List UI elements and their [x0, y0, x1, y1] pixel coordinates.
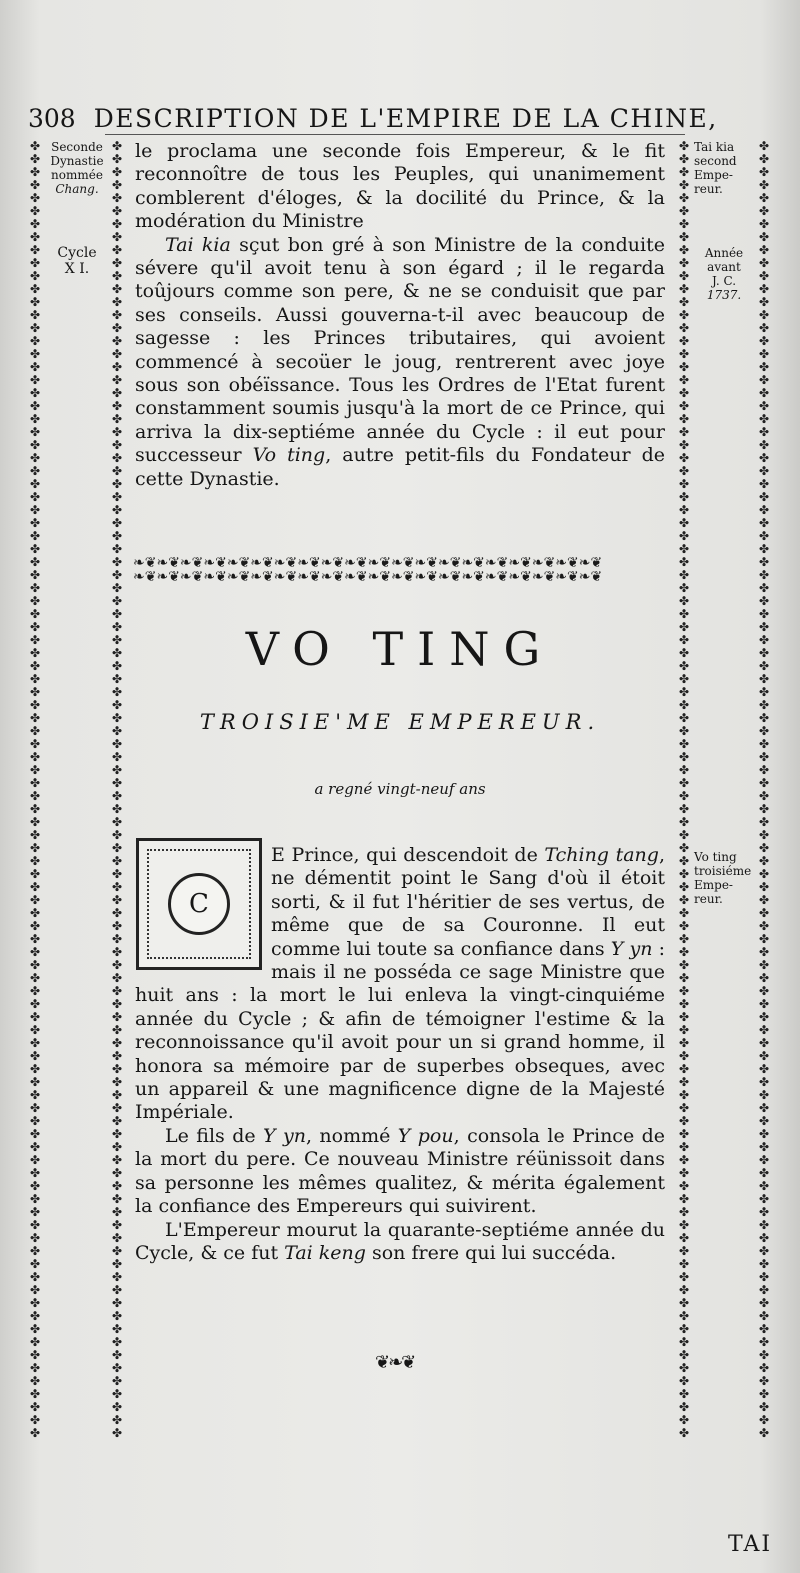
margin-text: Seconde — [51, 140, 103, 154]
margin-text: second — [694, 154, 737, 168]
ornament-column-outer-right: ✤✤✤✤✤✤✤✤✤✤✤✤✤✤✤✤✤✤✤✤✤✤✤✤✤✤✤✤✤✤✤✤✤✤✤✤✤✤✤✤✤✤✤✤✤✤✤✤✤✤✤✤✤✤✤✤✤✤✤✤✤✤✤✤✤✤✤✤✤✤✤✤✤✤✤✤✤✤✤✤✤✤✤✤✤✤✤✤✤✤✤✤✤✤✤✤✤✤✤✤ — [758, 140, 770, 1440]
margin-text: reur. — [694, 182, 723, 196]
header-rule — [105, 134, 685, 135]
ornament-column-left: ✤✤✤✤✤✤✤✤✤✤✤✤✤✤✤✤✤✤✤✤✤✤✤✤✤✤✤✤✤✤✤✤✤✤✤✤✤✤✤✤✤✤✤✤✤✤✤✤✤✤✤✤✤✤✤✤✤✤✤✤✤✤✤✤✤✤✤✤✤✤✤✤✤✤✤✤✤✤✤✤✤✤✤✤✤✤✤✤✤✤✤✤✤✤✤✤✤✤✤✤ — [111, 140, 123, 1440]
margin-text: J. C. — [711, 274, 737, 288]
proper-name: Y yn — [263, 1124, 306, 1147]
margin-text: Dynastie — [50, 154, 104, 168]
text-run: , ne démentit point le Sang d'où il étoit sorti, & il fut l'héritier de ses vertus, de même que de sa Couronne. Il eut comme lui toute sa confiance dans — [271, 844, 665, 960]
paragraph — [135, 234, 665, 491]
margin-note-year — [694, 246, 754, 302]
margin-text: troisiéme — [694, 864, 752, 878]
text-block-bottom — [135, 844, 665, 1265]
chapter-subtitle: TROISIE'ME EMPEREUR. — [199, 710, 601, 734]
running-title: DESCRIPTION DE L'EMPIRE DE LA CHINE, — [93, 104, 718, 133]
margin-text: Chang. — [55, 182, 99, 196]
ornament-column-outer-left: ✤✤✤✤✤✤✤✤✤✤✤✤✤✤✤✤✤✤✤✤✤✤✤✤✤✤✤✤✤✤✤✤✤✤✤✤✤✤✤✤✤✤✤✤✤✤✤✤✤✤✤✤✤✤✤✤✤✤✤✤✤✤✤✤✤✤✤✤✤✤✤✤✤✤✤✤✤✤✤✤✤✤✤✤✤✤✤✤✤✤✤✤✤✤✤✤✤✤✤✤ — [29, 140, 41, 1440]
margin-text: Cycle — [57, 245, 97, 261]
proper-name: Y yn — [610, 937, 653, 960]
proper-name: Vo ting — [252, 444, 326, 467]
margin-text: Année — [704, 246, 744, 260]
text-run: , autre petit-fils du Fondateur de cette Dynastie. — [135, 444, 665, 490]
running-header — [28, 104, 768, 133]
text-run: , consola le Prince de la mort du pere. Ce nouveau Ministre réünissoit dans sa personne les mêmes qualitez, & mérita également la confiance des Empereurs qui suivirent. — [135, 1124, 666, 1218]
text-run: sçut bon gré à son Ministre de la conduite sévere qu'il avoit tenu à son égard ; il le regarda toûjours comme son pere, & ne se conduisit que par ses conseils. Aussi gouverna-t-il avec beaucoup de sagesse : les Princes tributaires, qui avoient commencé à secoüer le joug, rentrerent avec joye sous son obéïssance. Tous les Ordres de l'Etat furent constamment soumis jusqu'à la mort de ce Prince, qui arriva la dix-septiéme année du Cycle : il eut pour successeur — [135, 233, 665, 467]
page-number: 308 — [28, 104, 76, 133]
margin-text: nommée — [51, 168, 103, 182]
margin-text: Tai kia — [694, 140, 735, 154]
band-row: ❧❦❧❦❧❦❧❦❧❦❧❦❧❦❧❦❧❦❧❦❧❦❧❦❧❦❧❦❧❦❧❦❧❦❧❦❧❦❧❦ — [133, 556, 603, 571]
proper-name: Tching tang — [544, 844, 659, 866]
margin-text: Empe- — [694, 878, 733, 892]
paragraph: le proclama une seconde fois Empereur, & le fit reconnoître de tous les Peuples, qui unanimement comblerent d'éloges, & la docilité du Prince, & la modération du Ministre — [135, 140, 665, 233]
text-run: , nommé — [305, 1124, 398, 1147]
proper-name: Tai kia — [165, 233, 231, 256]
tailpiece-ornament: ❦❧❦ — [375, 1352, 415, 1373]
proper-name: Tai keng — [284, 1241, 366, 1264]
text-run: E Prince, qui descendoit de — [271, 844, 545, 866]
catchword: TAI — [728, 1532, 773, 1557]
band-row: ❧❦❧❦❧❦❧❦❧❦❧❦❧❦❧❦❧❦❧❦❧❦❧❦❧❦❧❦❧❦❧❦❧❦❧❦❧❦❧❦ — [133, 569, 603, 584]
ornamental-band — [133, 556, 665, 584]
initial-spacer — [135, 844, 271, 974]
initial-letter: C — [189, 889, 209, 919]
text-run: L'Empereur mourut la quarante-septiéme année du Cycle, & ce fut — [135, 1218, 665, 1264]
paragraph — [135, 1219, 665, 1266]
margin-text: avant — [707, 260, 741, 274]
margin-text: reur. — [694, 892, 723, 906]
margin-text: 1737. — [706, 288, 742, 302]
chapter-title: VO TING — [245, 622, 555, 676]
text-block-top — [135, 140, 665, 491]
text-run: : mais il ne posséda ce sage Ministre que huit ans : la mort le lui enleva la vingt-cinquiéme année du Cycle ; & afin de témoigner l'estime & la reconnoissance qu'il avoit pour un si grand homme, il honora sa mémoire par de superbes obseques, avec un appareil & une magnificence digne de la Majesté Impériale. — [135, 937, 665, 1124]
margin-note-dynasty — [46, 140, 108, 196]
text-run: Le fils de — [165, 1124, 264, 1147]
margin-note-tai-kia — [694, 140, 754, 196]
paragraph — [135, 1125, 665, 1219]
margin-note-cycle — [46, 245, 108, 277]
text-run: son frere qui lui succéda. — [365, 1241, 617, 1264]
margin-text: Vo ting — [694, 850, 737, 864]
proper-name: Y pou — [397, 1124, 454, 1147]
margin-note-vo-ting — [694, 850, 754, 906]
margin-text: Empe- — [694, 168, 733, 182]
reign-duration: a regné vingt-neuf ans — [314, 780, 486, 798]
ornament-column-right: ✤✤✤✤✤✤✤✤✤✤✤✤✤✤✤✤✤✤✤✤✤✤✤✤✤✤✤✤✤✤✤✤✤✤✤✤✤✤✤✤✤✤✤✤✤✤✤✤✤✤✤✤✤✤✤✤✤✤✤✤✤✤✤✤✤✤✤✤✤✤✤✤✤✤✤✤✤✤✤✤✤✤✤✤✤✤✤✤✤✤✤✤✤✤✤✤✤✤✤✤ — [678, 140, 690, 1440]
margin-text: X I. — [64, 261, 90, 277]
